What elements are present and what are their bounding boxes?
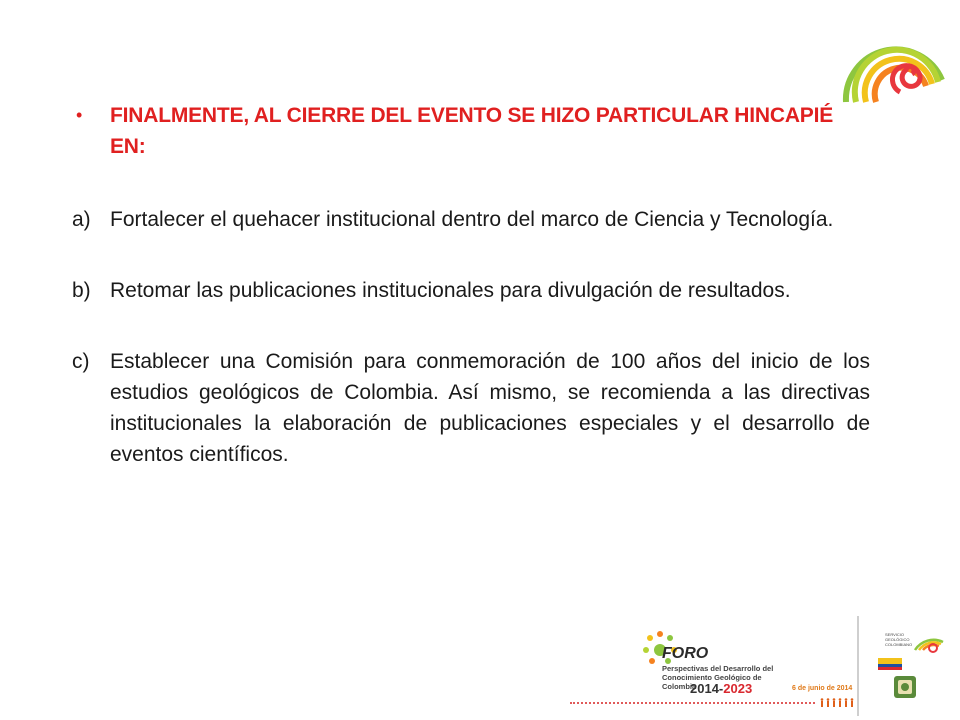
- vertical-divider: [857, 616, 859, 716]
- spiral-logo-icon: [838, 10, 948, 110]
- list-item-b: [72, 275, 870, 306]
- item-text: Establecer una Comisión para conmemoración de 100 años del inicio de los estudios geológicos de Colombia. Así mismo, se recomienda a las directivas institucionales la elaboración de publicaciones especiales y el desarrollo de eventos científicos.: [110, 350, 870, 466]
- bullet-heading: FINALMENTE, AL CIERRE DEL EVENTO SE HIZO PARTICULAR HINCAPIÉ EN:: [110, 104, 834, 158]
- foro-date: 6 de junio de 2014: [792, 685, 853, 692]
- bullet-marker: •: [76, 105, 83, 125]
- coat-of-arms-icon: [890, 672, 920, 702]
- list-item-a: [72, 204, 870, 235]
- item-text: Retomar las publicaciones institucionales para divulgación de resultados.: [110, 279, 791, 302]
- foro-title: FORO: [662, 645, 709, 662]
- item-marker: a): [72, 208, 91, 231]
- colombia-flag-icon: [878, 658, 902, 670]
- slide-content: [72, 100, 870, 510]
- dotted-divider: [570, 702, 815, 704]
- item-marker: b): [72, 279, 91, 302]
- item-marker: c): [72, 350, 90, 373]
- foro-years: [690, 681, 752, 696]
- list-item-c: [72, 346, 870, 470]
- years-end: 2023: [723, 681, 753, 696]
- years-start: 2014-: [690, 681, 724, 696]
- foro-subtitle: Perspectivas del Desarrollo del Conocimiento Geológico de Colombia: [662, 664, 774, 691]
- sgc-label: SERVICIO GEOLÓGICO COLOMBIANO: [885, 632, 913, 647]
- footer-branding: [570, 612, 960, 720]
- people-icon: [820, 698, 854, 708]
- item-text: Fortalecer el quehacer institucional dentro del marco de Ciencia y Tecnología.: [110, 208, 834, 231]
- highlight-bullet: [72, 100, 870, 162]
